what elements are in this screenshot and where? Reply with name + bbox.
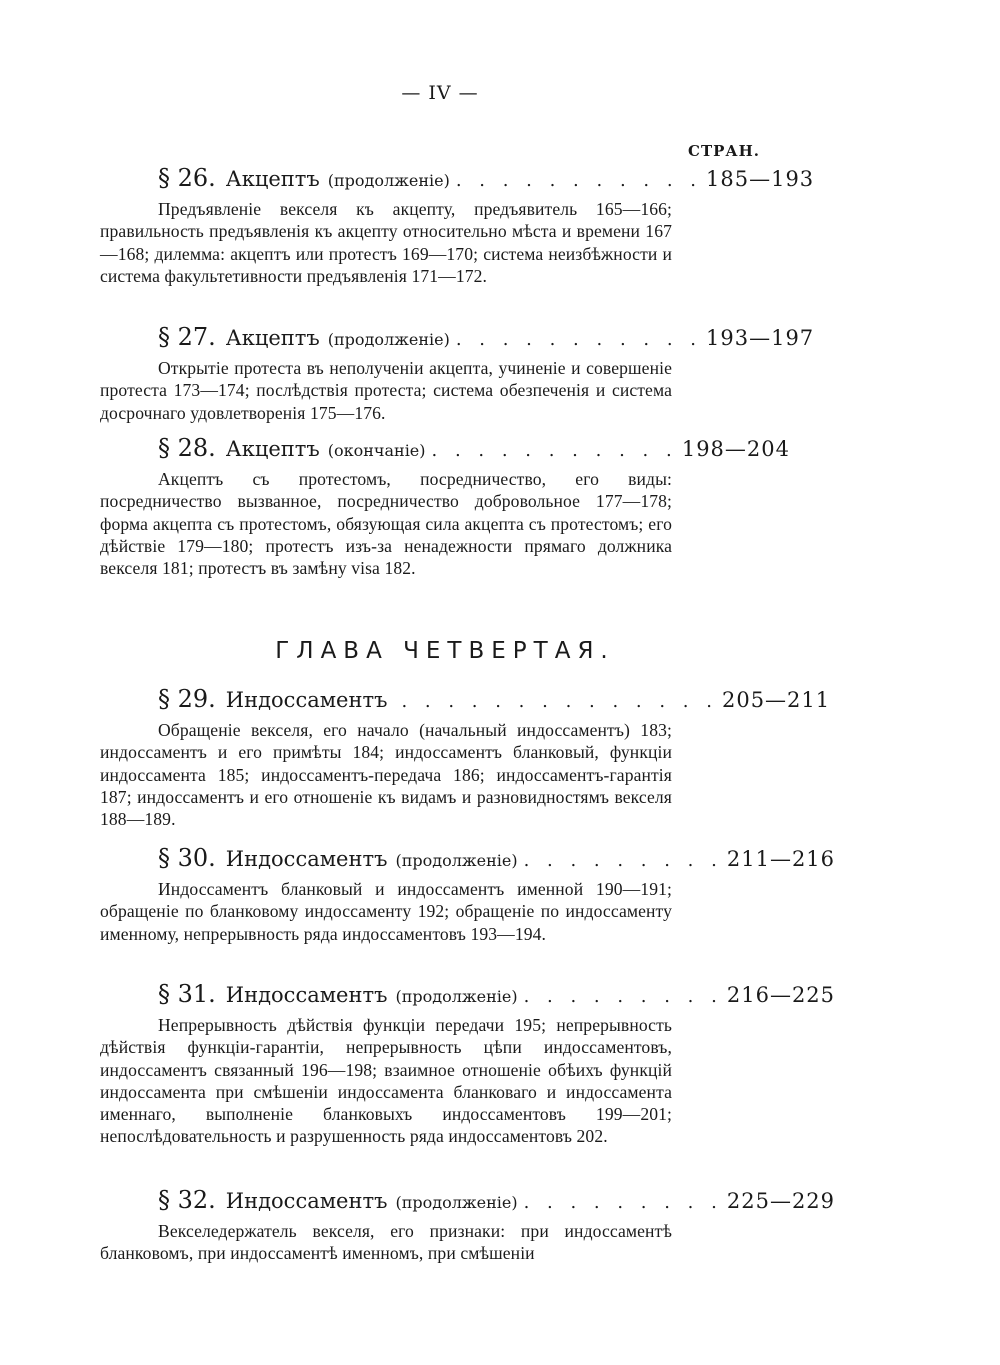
- toc-entry: [100, 1185, 836, 1265]
- entry-heading: [100, 433, 790, 466]
- section-title: Индоссаментъ: [225, 688, 388, 712]
- entry-heading: [100, 979, 836, 1012]
- toc-entry: [100, 163, 815, 287]
- page-range: 216—225: [726, 983, 836, 1007]
- section-number: § 26.: [158, 164, 216, 192]
- section-number: § 32.: [158, 1186, 216, 1214]
- chapter-title: ГЛАВА ЧЕТВЕРТАЯ.: [275, 638, 615, 664]
- page-range: 211—216: [726, 847, 836, 871]
- page-range: 193—197: [706, 326, 815, 350]
- section-number: § 30.: [158, 844, 216, 872]
- section-title: Акцептъ: [225, 326, 320, 350]
- leader-dots: . . . . . . . . .: [523, 1192, 723, 1213]
- entry-heading: [100, 322, 815, 355]
- entry-summary: Векселедержатель векселя, его признаки: при индоссаментѣ бланковомъ, при индоссаментѣ именномъ, при смѣшеніи: [100, 1221, 672, 1264]
- section-number: § 31.: [158, 980, 216, 1008]
- leader-dots: . . . . . . . . . . .: [455, 329, 702, 350]
- entry-summary: Непрерывность дѣйствія функціи передачи 195; непрерывность дѣйствія функціи-гарантіи, непрерывность цѣпи индоссаментовъ, индоссаментъ связанный 196—198; взаимное отношеніе обѣихъ функцій индоссамента при смѣшеніи индоссамента бланковаго и индоссамента именнаго, выполненіе бланковыхъ индоссаментовъ 199—201; непослѣдовательность и разрушенность ряда индоссаментовъ 202.: [100, 1015, 672, 1147]
- toc-entry: [100, 684, 831, 830]
- page-column-label: СТРАН.: [688, 142, 760, 160]
- section-note: (продолженіе): [395, 851, 518, 870]
- section-number: § 29.: [158, 685, 216, 713]
- page-range: 198—204: [681, 437, 790, 461]
- entry-summary: Акцептъ съ протестомъ, посредничество, его виды: посредничество вызванное, посредничество добровольное 177—178; форма акцепта съ протестомъ, обязующая сила акцепта съ протестомъ; его дѣйствіе 179—180; протестъ изъ-за ненадежности прямаго должника векселя 181; протестъ въ замѣну visa 182.: [100, 469, 672, 579]
- page-range: 205—211: [721, 688, 831, 712]
- leader-dots: . . . . . . . . .: [523, 850, 723, 871]
- entry-summary: Обращеніе векселя, его начало (начальный индоссаментъ) 183; индоссаментъ и его примѣты 184; индоссаментъ бланковый, функціи индоссамента 185; индоссаментъ-передача 186; индоссаментъ-гарантія 187; индоссаментъ и его отношеніе къ видамъ и разновидностямъ векселя 188—189.: [100, 720, 672, 830]
- section-title: Индоссаментъ: [225, 1189, 388, 1213]
- section-note: (продолженіе): [395, 1193, 518, 1212]
- section-title: Индоссаментъ: [225, 847, 388, 871]
- entry-heading: [100, 163, 815, 196]
- toc-entry: [100, 979, 836, 1148]
- leader-dots: . . . . . . . . . . .: [431, 440, 678, 461]
- toc-entry: [100, 322, 815, 424]
- leader-dots: . . . . . . . . . . . . . .: [401, 691, 718, 712]
- section-title: Акцептъ: [225, 437, 320, 461]
- page-range: 185—193: [706, 167, 815, 191]
- toc-entry: [100, 843, 836, 945]
- entry-heading: [100, 843, 836, 876]
- section-title: Индоссаментъ: [225, 983, 388, 1007]
- entry-summary: Индоссаментъ бланковый и индоссаментъ именной 190—191; обращеніе по бланковому индоссаменту 192; обращеніе по индоссаменту именному, непрерывность ряда индоссаментовъ 193—194.: [100, 879, 672, 944]
- section-note: (окончаніе): [327, 441, 426, 460]
- entry-summary: Открытіе протеста въ неполученіи акцепта, учиненіе и совершеніе протеста 173—174; послѣдствія протеста; система обезпеченія и система досрочнаго удовлетворенія 175—176.: [100, 358, 672, 423]
- running-head: — IV —: [401, 82, 479, 104]
- entry-summary: Предъявленіе векселя къ акцепту, предъявитель 165—166; правильность предъявленія къ акцепту относительно мѣста и времени 167—168; дилемма: акцептъ или протестъ 169—170; система неизбѣжности и система факультетивности предъявленія 171—172.: [100, 199, 672, 286]
- entry-heading: [100, 1185, 836, 1218]
- leader-dots: . . . . . . . . .: [523, 986, 723, 1007]
- section-number: § 28.: [158, 434, 216, 462]
- section-number: § 27.: [158, 323, 216, 351]
- entry-heading: [100, 684, 831, 717]
- section-note: (продолженіе): [327, 330, 450, 349]
- leader-dots: . . . . . . . . . . .: [455, 170, 702, 191]
- section-title: Акцептъ: [225, 167, 320, 191]
- page-range: 225—229: [726, 1189, 836, 1213]
- section-note: (продолженіе): [395, 987, 518, 1006]
- toc-entry: [100, 433, 790, 579]
- section-note: (продолженіе): [327, 171, 450, 190]
